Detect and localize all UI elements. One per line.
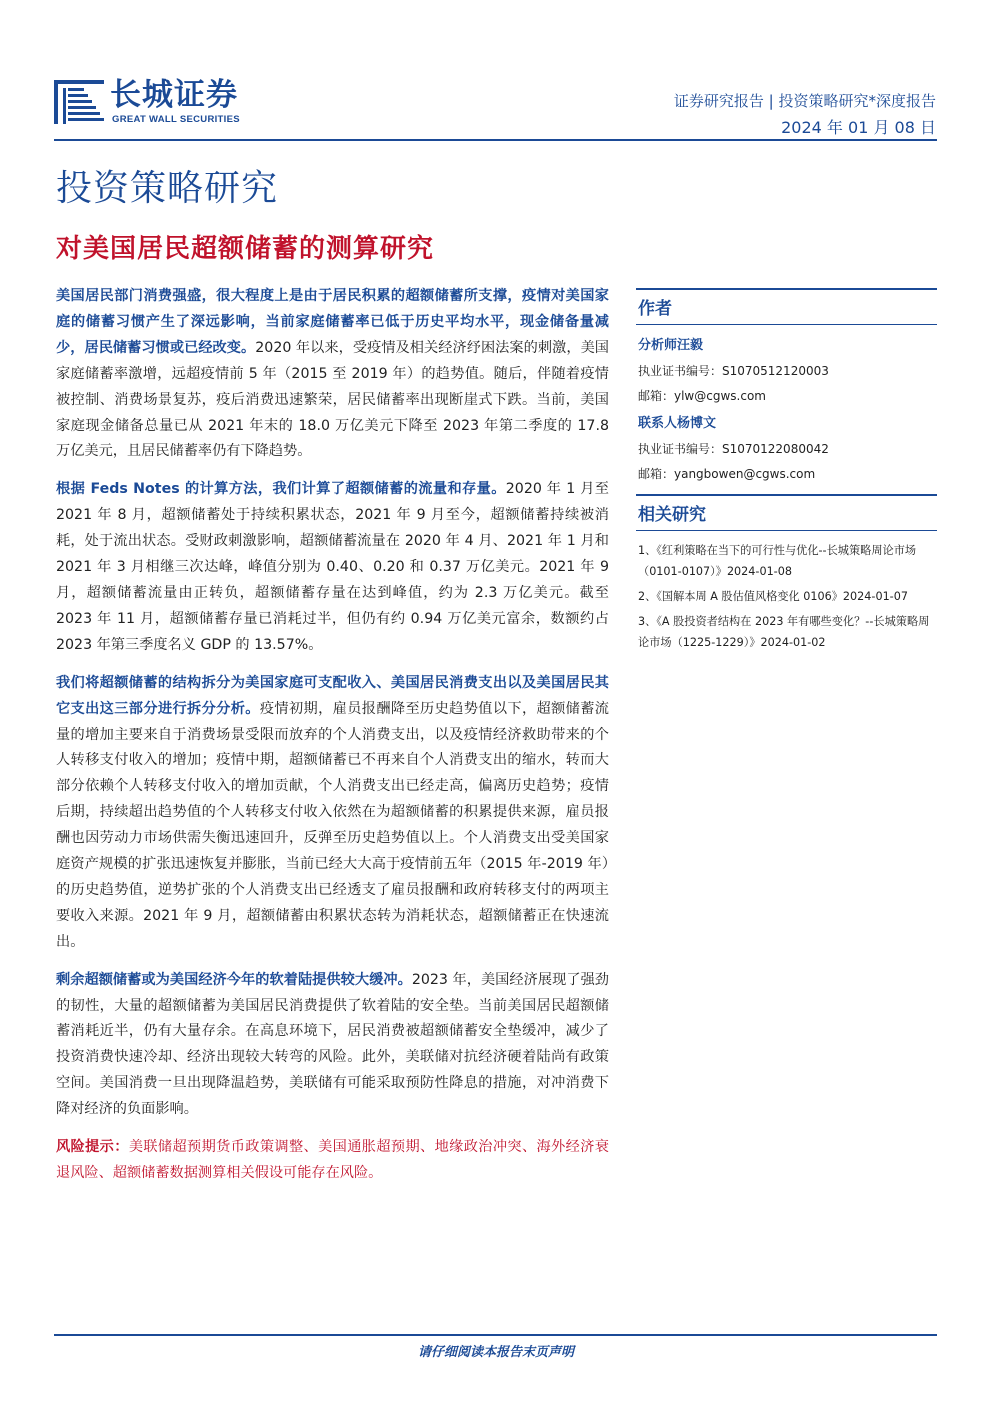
authors-heading: 作者 — [638, 299, 672, 319]
paragraph-1-text: 2020 年以来，受疫情及相关经济纾困法案的刺激，美国家庭储蓄率激增，远超疫情前 5 年（2015 至 2019 年）的趋势值。随后，伴随着疫情被控制、消费场景复苏，疫后消费迅速繁荣，居民储蓄率出现断崖式下跌。当前，美国家庭现金储备总量已从 2021 年末的 18.0 万亿美元下降至 2023 年第二季度的 17.8 万亿美元，且居民储蓄率仍有下降趋势。 — [56, 339, 609, 460]
risk-warning-text: 美联储超预期货币政策调整、美国通胀超预期、地缘政治冲突、海外经济衰退风险、超额储蓄数据测算相关假设可能存在风险。 — [56, 1139, 609, 1181]
analyst-name: 分析师汪毅 — [638, 338, 704, 353]
related-divider — [636, 530, 937, 531]
paragraph-4-summary: 剩余超额储蓄或为美国经济今年的软着陆提供较大缓冲。 — [56, 971, 412, 988]
report-type: 证券研究报告 | 投资策略研究*深度报告 — [673, 92, 936, 110]
risk-warning-label: 风险提示： — [56, 1139, 129, 1156]
footer-divider — [54, 1334, 937, 1336]
related-research-item[interactable]: 2、《国解本周 A 股估值风格变化 0106》2024-01-07 — [638, 590, 908, 603]
footer-disclaimer-note: 请仔细阅读本报告末页声明 — [417, 1345, 574, 1360]
paragraph-3-text: 疫情初期，雇员报酬降至历史趋势值以下，超额储蓄流量的增加主要来自于消费场景受限而放弃的个人消费支出，以及疫情经济救助带来的个人转移支付收入的增加；疫情中期，超额储蓄已不再来自个人消费支出的缩水，转而大部分依赖个人转移支付收入的增加贡献，个人消费支出已经走高，偏离历史趋势；疫情后期，持续超出趋势值的个人转移支付收入依然在为超额储蓄的积累提供来源，雇员报酬也因劳动力市场供需失衡迅速回升，反弹至历史趋势值以上。个人消费支出受美国家庭资产规模的扩张迅速恢复并膨胀，当前已经大大高于疫情前五年（2015 年-2019 年）的历史趋势值，逆势扩张的个人消费支出已经透支了雇员报酬和政府转移支付的两项主要收入来源。2021 年 9 月，超额储蓄由积累状态转为消耗状态，超额储蓄正在快速流出。 — [56, 700, 609, 950]
related-research-item[interactable]: 3、《A 股投资者结构在 2023 年有哪些变化？--长城策略周论市场（1225-1229）》2024-01-02 — [638, 615, 930, 649]
paragraph-3 — [56, 671, 609, 956]
paragraph-2-summary: 根据 Feds Notes 的计算方法，我们计算了超额储蓄的流量和存量。 — [56, 481, 506, 498]
related-research-item[interactable]: 1、《红利策略在当下的可行性与优化--长城策略周论市场（0101-0107）》2024-01-08 — [638, 544, 917, 578]
paragraph-2-text: 2020 年 1 月至 2021 年 8 月，超额储蓄处于持续积累状态，2021 年 9 月至今，超额储蓄持续被消耗，处于流出状态。受财政刺激影响，超额储蓄流量在 2020 年 4 月、2021 年 1 月和 2021 年 3 月相继三次达峰，峰值分别为 0.40、0.20 和 0.37 万亿美元。2021 年 9 月，超额储蓄流量由正转负，超额储蓄存量在达到峰值，约为 2.3 万亿美元。截至 2023 年 11 月，超额储蓄存量已消耗过半，但仍有约 0.94 万亿美元富余，数额约占 2023 年第三季度名义 GDP 的 13.57%。 — [56, 481, 609, 653]
analyst-email: 邮箱：ylw@cgws.com — [638, 389, 766, 403]
contact-name: 联系人杨博文 — [638, 416, 717, 431]
contact-certificate: 执业证书编号：S1070122080042 — [638, 442, 829, 456]
analyst-certificate: 执业证书编号：S1070512120003 — [638, 364, 829, 378]
sidebar — [636, 288, 937, 657]
paragraph-4 — [56, 968, 609, 1123]
authors-divider — [636, 324, 937, 325]
related-research-heading: 相关研究 — [638, 505, 706, 525]
logo-english-name: GREAT WALL SECURITIES — [112, 114, 240, 125]
logo-chinese-name: 长城证券 — [110, 77, 238, 113]
report-date: 2024 年 01 月 08 日 — [781, 118, 936, 137]
section-title: 投资策略研究 — [56, 168, 279, 209]
document-title: 对美国居民超额储蓄的测算研究 — [56, 234, 435, 264]
great-wall-logo-icon — [54, 76, 104, 124]
contact-email: 邮箱：yangbowen@cgws.com — [638, 467, 816, 481]
paragraph-1-summary: 美国居民部门消费强盛，很大程度上是由于居民积累的超额储蓄所支撑，疫情对美国家庭的储蓄习惯产生了深远影响，当前家庭储蓄率已低于历史平均水平，现金储备量减少，居民储蓄习惯或已经改变。 — [56, 288, 609, 356]
paragraph-1 — [56, 284, 609, 465]
header-divider — [54, 139, 937, 141]
risk-warning — [56, 1135, 609, 1187]
paragraph-3-summary: 我们将超额储蓄的结构拆分为美国家庭可支配收入、美国居民消费支出以及美国居民其它支出这三部分进行拆分分析。 — [56, 674, 609, 717]
paragraph-4-text: 2023 年，美国经济展现了强劲的韧性，大量的超额储蓄为美国居民消费提供了软着陆的安全垫。当前美国居民超额储蓄消耗近半，仍有大量存余。在高息环境下，居民消费被超额储蓄安全垫缓冲，减少了投资消费快速冷却、经济出现较大转弯的风险。此外，美联储对抗经济硬着陆尚有政策空间。美国消费一旦出现降温趋势，美联储有可能采取预防性降息的措施，对冲消费下降对经济的负面影响。 — [56, 971, 609, 1118]
paragraph-2 — [56, 477, 609, 658]
report-body — [56, 284, 609, 1187]
